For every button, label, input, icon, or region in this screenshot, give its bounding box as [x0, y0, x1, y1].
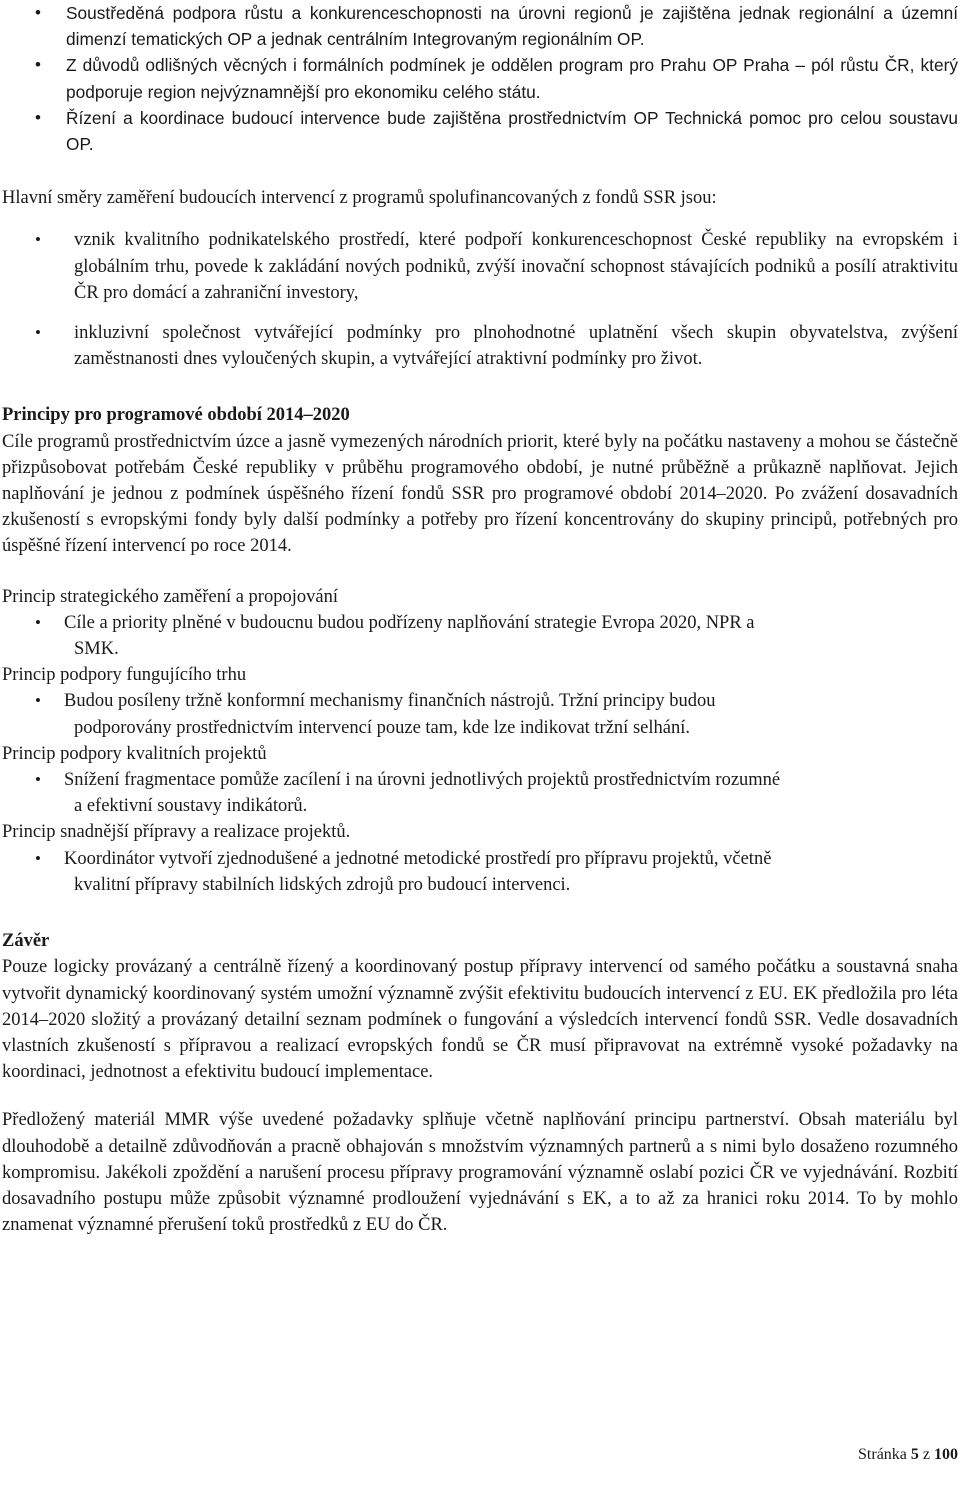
list-item: • Z důvodů odlišných věcných i formálních podmínek je oddělen program pro Prahu OP Praha – pól růstu ČR, který podporuje region nejvýznamnější pro ekonomiku celého státu.	[2, 52, 958, 104]
bullet-line-first: Koordinátor vytvoří zjednodušené a jednotné metodické prostředí pro přípravu projektů, včetně	[64, 848, 772, 869]
conclusion-heading: Závěr	[2, 931, 50, 952]
principle-section	[2, 819, 958, 898]
bullet-line-rest: a efektivní soustavy indikátorů.	[74, 796, 308, 817]
page-footer	[858, 1442, 958, 1468]
footer-label: Stránka	[858, 1445, 907, 1463]
principles-heading: Principy pro programové období 2014–2020	[2, 405, 350, 426]
top-bullet-list	[2, 0, 958, 157]
principle-section	[2, 741, 958, 820]
principles-paragraph: Cíle programů prostřednictvím úzce a jasně vymezených národních priorit, které byly na počátku nastaveny a mohou se částečně přizpůsobovat potřebám České republiky v průběhu programového období, je nutné průběžně a průkazně naplňovat. Jejich naplňování je jednou z podmínek úspěšného řízení fondů SSR pro programové období 2014–2020. Po zvážení dosavadních zkušeností s evropskými fondy byly další podmínky a potřeby pro řízení koncentrovány do skupiny principů, potřebných pro úspěšné řízení intervencí po roce 2014.	[2, 431, 958, 557]
principle-bullet-list	[2, 846, 958, 898]
directions-intro: Hlavní směry zaměření budoucích intervencí z programů spolufinancovaných z fondů SSR jsou:	[2, 188, 717, 209]
principle-section	[2, 584, 958, 663]
bullet-line-rest: SMK.	[74, 639, 119, 660]
principle-title: Princip podpory fungujícího trhu	[2, 665, 247, 686]
principle-title: Princip podpory kvalitních projektů	[2, 743, 267, 764]
principle-section	[2, 662, 958, 741]
list-item	[2, 846, 958, 898]
conclusion-paragraph-2: Předložený materiál MMR výše uvedené požadavky splňuje včetně naplňování principu partnerství. Obsah materiálu byl dlouhodobě a detailně zdůvodňován a pracně obhajován s množstvím významných partnerů a s nimi bylo dosaženo rozumného kompromisu. Jakékoli zpoždění a narušení procesu přípravy programování významně oslabí pozici ČR ve vyjednávání. Rozbití dosavadního postupu může způsobit významné prodloužení vyjednávání s EK, a to až za hranici roku 2014. To by mohlo znamenat významné přerušení toků prostředků z EU do ČR.	[2, 1110, 958, 1236]
list-item: • vznik kvalitního podnikatelského prostředí, které podpoří konkurenceschopnost České republiky na evropském i globálním trhu, povede k zakládání nových podniků, zvýší inovační schopnost stávajících podniků a posílí atraktivitu ČR pro domácí a zahraniční investory,	[2, 227, 958, 306]
bullet-line-first: Budou posíleny tržně konformní mechanismy finančních nástrojů. Tržní principy budou	[64, 691, 716, 712]
principle-title: Princip strategického zaměření a propojování	[2, 586, 338, 607]
footer-page-number: 5	[910, 1445, 919, 1463]
principle-bullet-list	[2, 688, 958, 740]
footer-separator: z	[922, 1445, 930, 1463]
principle-title: Princip snadnější přípravy a realizace projektů.	[2, 822, 351, 843]
list-item	[2, 688, 958, 740]
bullet-line-first: Snížení fragmentace pomůže zacílení i na úrovni jednotlivých projektů prostřednictvím rozumné	[64, 770, 781, 791]
conclusion-paragraph-1: Pouze logicky provázaný a centrálně řízený a koordinovaný postup přípravy intervencí od samého počátku a soustavná snaha vytvořit dynamický koordinovaný systém umožní významně zvýšit efektivitu budoucích intervencí z EU. EK předložila pro léta 2014–2020 složitý a provázaný detailní seznam podmínek o fungování a výsledcích intervencí fondů SSR. Vedle dosavadních vlastních zkušeností s přípravou a realizací evropských fondů se ČR musí připravovat na extrémně vysoké požadavky na koordinaci, jednotnost a efektivitu budoucí implementace.	[2, 957, 958, 1083]
list-item	[2, 610, 958, 662]
footer-page-total: 100	[934, 1445, 958, 1463]
principle-bullet-list	[2, 767, 958, 819]
bullet-line-rest: podporovány prostřednictvím intervencí pouze tam, kde lze indikovat tržní selhání.	[74, 717, 690, 738]
principle-bullet-list	[2, 610, 958, 662]
list-item: • Řízení a koordinace budoucí intervence bude zajištěna prostřednictvím OP Technická pomoc pro celou soustavu OP.	[2, 105, 958, 157]
list-item: • inkluzivní společnost vytvářející podmínky pro plnohodnotné uplatnění všech skupin obyvatelstva, zvýšení zaměstnanosti dnes vyloučených skupin, a vytvářející atraktivní podmínky pro život.	[2, 320, 958, 372]
bullet-line-first: Cíle a priority plněné v budoucnu budou podřízeny naplňování strategie Evropa 2020, NPR a	[64, 612, 755, 633]
bullet-line-rest: kvalitní přípravy stabilních lidských zdrojů pro budoucí intervenci.	[74, 874, 571, 895]
directions-list	[2, 227, 958, 372]
list-item: • Soustředěná podpora růstu a konkurenceschopnosti na úrovni regionů je zajištěna jednak regionální a územní dimenzí tematických OP a jednak centrálním Integrovaným regionálním OP.	[2, 0, 958, 52]
list-item	[2, 767, 958, 819]
